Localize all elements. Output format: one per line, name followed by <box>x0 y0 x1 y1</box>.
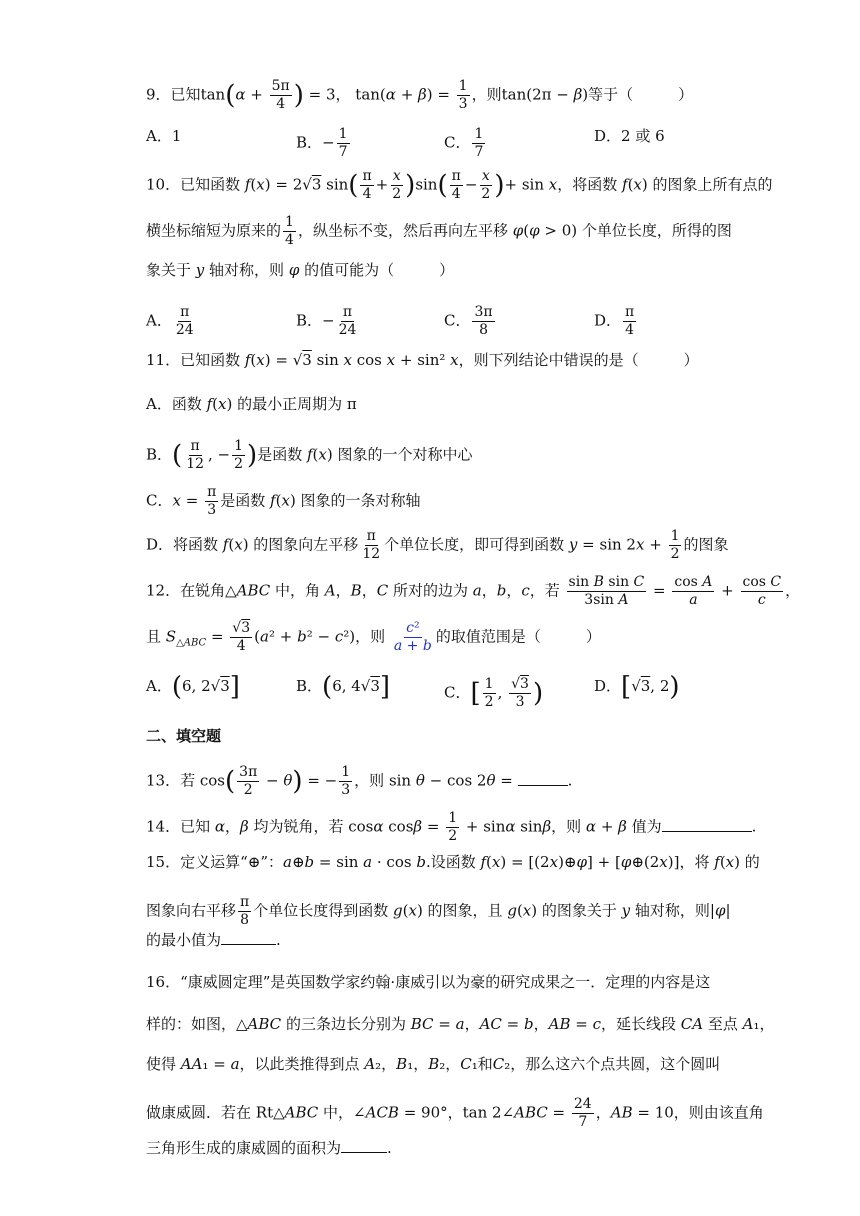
q9-option-d: D．2 或 6 <box>594 127 665 145</box>
q12-option-b: B．(6, 4√3] <box>296 672 391 702</box>
q15-line1: 15．定义运算“⊕”：a⊕b = sin a · cos b.设函数 f(x) = [(2x)⊕φ] + [φ⊕(2x)]，将 f(x) 的 <box>146 853 760 871</box>
q9-option-c: C． $\frac{1}{7}$ <box>444 126 484 160</box>
q13: 13．若 cos( $\frac{3\pi}{2}$ − θ) = − $\frac{1}{3}$ ，则 sin θ − cos 2θ = . <box>146 764 573 798</box>
q11-stem: 11．已知函数 f(x) = √3 sin x cos x + sin² x，则下列结论中错误的是（ ） <box>146 351 699 369</box>
section-heading: 二、填空题 <box>146 727 222 745</box>
q16-line3: 使得 AA₁ = a，以此类推得到点 A₂，B₁，B₂，C₁和C₂，那么这六个点共圆，这个圆叫 <box>146 1055 721 1073</box>
q14: 14．已知 α，β 均为锐角，若 cosα cosβ = $\frac{1}{2}$ + sinα sinβ，则 α + β 值为 . <box>146 810 757 844</box>
q15-line3: 的最小值为 . <box>146 931 281 949</box>
q12-line2: 且 $S_{\triangle ABC}$ = $\frac{√3}{4}$ (a² + b² − c²)，则 $\frac{\text{c²}}{a + b}$ 的取值范围是（ ） <box>146 620 601 654</box>
q10-option-a: A． $\frac{\pi}{24}$ <box>146 304 194 338</box>
q10-option-c: C． $\frac{3\pi}{8}$ <box>444 304 493 338</box>
q12-line1: 12．在锐角△ABC 中，角 A，B，C 所对的边为 a，b，c，若 $\frac{\text{sin B sin C}}{\text{3sin A}}$ = $\frac{\text{cos A}}{a}$ + $\frac{\text{cos C}}{c}$ ， <box>146 574 801 608</box>
q10-line1: 10．已知函数 f(x) = 2√3 sin( $\frac{\pi}{4}$ + $\frac{x}{2}$ )sin( $\frac{\pi}{4}$ − $\frac{x}{2}$ )+ sin x，将函数 f(x) 的图象上所有点的 <box>146 168 773 202</box>
q12-option-d: D．[√3, 2) <box>594 672 680 702</box>
q15-line2: 图象向右平移 $\frac{\pi}{8}$ 个单位长度得到函数 g(x) 的图象，且 g(x) 的图象关于 y 轴对称，则|φ| <box>146 894 731 928</box>
q11-option-c: C．x = $\frac{\pi}{3}$ 是函数 f(x) 图象的一条对称轴 <box>146 484 421 518</box>
q11-option-d: D．将函数 f(x) 的图象向左平移 $\frac{\pi}{12}$ 个单位长度，即可得到函数 y = sin 2x + $\frac{1}{2}$ 的图象 <box>146 528 729 562</box>
q16-line5: 三角形生成的康威圆的面积为 . <box>146 1139 392 1157</box>
q12-option-c: C．[ $\frac{1}{2}$ , $\frac{√3}{3}$ ) <box>444 676 544 710</box>
q10-option-d: D． $\frac{\pi}{4}$ <box>594 304 635 338</box>
q10-line3: 象关于 y 轴对称，则 φ 的值可能为（ ） <box>146 261 455 279</box>
q9-stem: 9．已知tan(α + $\frac{5\pi}{4}$ ) = 3， tan(α + β) = $\frac{1}{3}$ ，则tan(2π − β)等于（ ） <box>146 78 694 112</box>
q16-line2: 样的：如图，△ABC 的三条边长分别为 BC = a，AC = b，AB = c，延长线段 CA 至点 A₁， <box>146 1015 775 1033</box>
q16-line1: 16．“康威圆定理”是英国数学家约翰·康威引以为豪的研究成果之一．定理的内容是这 <box>146 973 711 991</box>
q10-option-b: B．− $\frac{\pi}{24}$ <box>296 304 357 338</box>
q9-option-a: A．1 <box>146 127 182 145</box>
q11-option-b: B．( $\frac{\pi}{12}$ , − $\frac{1}{2}$ )是函数 f(x) 图象的一个对称中心 <box>146 438 473 472</box>
q10-line2: 横坐标缩短为原来的 $\frac{1}{4}$ ，纵坐标不变，然后再向左平移 φ(φ > 0) 个单位长度，所得的图 <box>146 214 732 248</box>
q9-option-b: B．− $\frac{1}{7}$ <box>296 126 348 160</box>
q11-option-a: A．函数 f(x) 的最小正周期为 π <box>146 395 357 413</box>
q16-line4: 做康威圆．若在 Rt△ABC 中，∠ACB = 90°，tan 2∠ABC = $\frac{24}{7}$ ，AB = 10，则由该直角 <box>146 1096 764 1130</box>
q12-option-a: A．(6, 2√3] <box>146 672 240 702</box>
